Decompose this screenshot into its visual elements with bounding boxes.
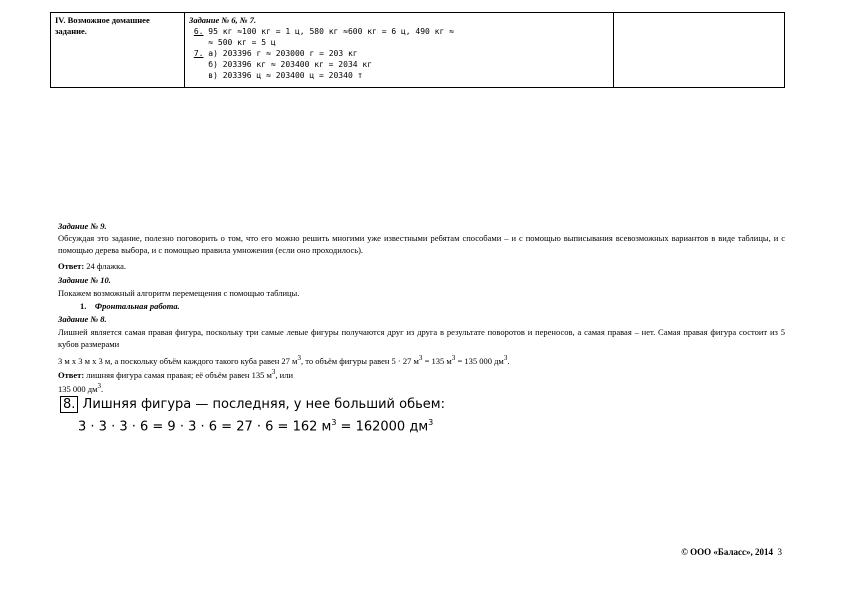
solution-line-1: 6. 95 кг ≈100 кг = 1 ц, 580 кг ≈600 кг = 6 ц, 490 кг ≈: [193, 27, 454, 36]
answer8: Ответ: лишняя фигура самая правая; её объём равен 135 $м^3$, или: [58, 368, 294, 380]
homework-table: [50, 12, 785, 88]
page-footer: © ООО «Баласс», 2014 3: [681, 547, 782, 557]
task8-text2: 3 м х 3 м х 3 м, а поскольку объём каждого такого куба равен 27 $м^3$, то объём фигуры равен 5 · 27 $м^3 = 135$ $м^3 = 135$ 000 $дм^3$.: [58, 354, 510, 366]
stage-cell: [51, 13, 185, 88]
task9-title: Задание № 9.: [58, 221, 107, 231]
solution-line-5: в) 203396 ц ≈ 203400 ц = 20340 т: [208, 71, 363, 80]
stage-label: IV. Возможное домашнее задание.: [55, 15, 150, 36]
answer8-line2: 135 000 $дм^3$.: [58, 382, 104, 394]
answer9: Ответ: 24 флажка.: [58, 261, 126, 271]
task8-title: Задание № 8.: [58, 314, 107, 324]
task8-text1: Лишней является самая правая фигура, поскольку три самые левые фигуры получаются друг из друга в результате поворотов и переносов, а самая правая – нет. Самая правая фигура состоит из 5 кубов размерами: [58, 327, 785, 349]
task9-text: Обсуждая это задание, полезно поговорить о том, что его можно решить многими уже известными ребятам способами – и с помощью выписывания всевозможных вариантов в виде таблицы, и с помощью дерева выбора, и с помощью правила умножения (если оно проходилось).: [58, 233, 785, 255]
section-heading: 1. Фронтальная работа.: [80, 301, 180, 311]
empty-cell: [614, 13, 785, 88]
handwritten-line-1: 8. Лишняя фигура — последняя, у нее больший обьем:: [60, 396, 445, 413]
handwritten-line-2: 3 · 3 · 3 · 6 = 9 · 3 · 6 = 27 · 6 = 162 $м^3 = 162000$ $дм^3$: [78, 418, 434, 435]
solution-line-4: б) 203396 кг ≈ 203400 кг = 2034 кг: [208, 60, 373, 69]
solution-line-2: ≈ 500 кг = 5 ц: [208, 38, 276, 47]
task-title: Задание № 6, № 7.: [189, 15, 257, 25]
task10-text: Покажем возможный алгоритм перемещения с помощью таблицы.: [58, 288, 300, 298]
solution-cell: [185, 13, 614, 88]
solution-line-3: 7. а) 203396 г ≈ 203000 г = 203 кг: [193, 49, 358, 58]
task10-title: Задание № 10.: [58, 275, 111, 285]
